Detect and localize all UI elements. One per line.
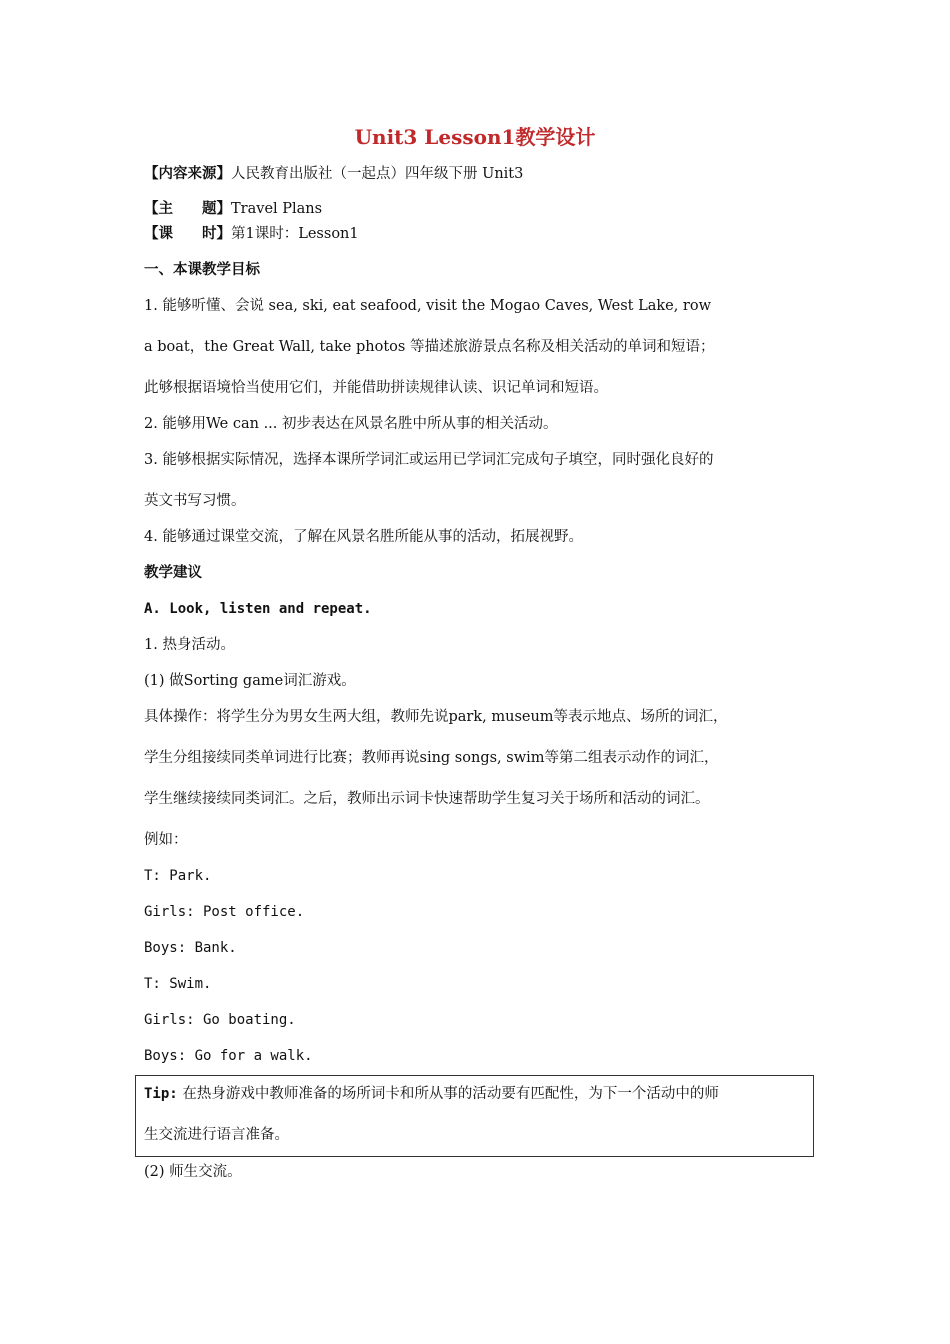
meta-source	[144, 164, 523, 184]
tip-label: Tip:	[144, 1086, 178, 1102]
topic-label: 【主 题】	[144, 200, 231, 217]
example-label: 例如：	[144, 832, 188, 848]
goal-3-line-1: 3. 能够根据实际情况，选择本课所学词汇或运用已学词汇完成句子填空，同时强化良好的	[144, 452, 714, 468]
period-label: 【课 时】	[144, 225, 231, 242]
goal-1-line-2: a boat，the Great Wall, take photos 等描述旅游景点名称及相关活动的单词和短语；	[144, 339, 715, 355]
operation-line-3: 学生继续接续同类词汇。之后，教师出示词卡快速帮助学生复习关于场所和活动的词汇。	[144, 791, 710, 807]
dialogue-line: Girls: Post office.	[144, 904, 305, 920]
period-value: 第1课时：Lesson1	[231, 226, 359, 242]
meta-period	[144, 224, 359, 244]
tip-box	[135, 1075, 814, 1157]
goal-1-line-3: 此够根据语境恰当使用它们，并能借助拼读规律认读、识记单词和短语。	[144, 380, 608, 396]
tip-line-2: 生交流进行语言准备。	[144, 1127, 289, 1143]
dialogue-line: Girls: Go boating.	[144, 1012, 296, 1028]
source-label: 【内容来源】	[144, 165, 231, 182]
step-1-1: (1) 做Sorting game词汇游戏。	[144, 673, 356, 689]
goal-3-line-2: 英文书写习惯。	[144, 493, 246, 509]
meta-topic	[144, 199, 322, 219]
page-title: Unit3 Lesson1教学设计	[354, 125, 596, 149]
goal-4: 4. 能够通过课堂交流，了解在风景名胜所能从事的活动，拓展视野。	[144, 529, 583, 545]
section-heading-goals: 一、本课教学目标	[144, 261, 260, 278]
step-1: 1. 热身活动。	[144, 637, 235, 653]
topic-value: Travel Plans	[231, 201, 323, 217]
operation-line-2: 学生分组接续同类单词进行比赛；教师再说sing songs, swim等第二组表示动作的词汇，	[144, 750, 719, 766]
section-heading-suggestions: 教学建议	[144, 564, 202, 581]
source-value: 人民教育出版社（一起点）四年级下册 Unit3	[231, 166, 524, 182]
operation-line-1: 具体操作：将学生分为男女生两大组，教师先说park, museum等表示地点、场所的词汇，	[144, 709, 728, 725]
step-1-2: (2) 师生交流。	[144, 1164, 242, 1180]
dialogue-line: T: Swim.	[144, 976, 212, 992]
dialogue-line: T: Park.	[144, 868, 212, 884]
tip-line-1	[144, 1084, 719, 1104]
dialogue-line: Boys: Bank.	[144, 940, 237, 956]
goal-2: 2. 能够用We can ... 初步表达在风景名胜中所从事的相关活动。	[144, 416, 558, 432]
activity-subheading: A. Look, listen and repeat.	[144, 601, 372, 617]
tip-text-1: 在热身游戏中教师准备的场所词卡和所从事的活动要有匹配性，为下一个活动中的师	[182, 1086, 719, 1102]
dialogue-line: Boys: Go for a walk.	[144, 1048, 313, 1064]
goal-1-line-1: 1. 能够听懂、会说 sea, ski, eat seafood, visit the Mogao Caves, West Lake, row	[144, 298, 712, 314]
